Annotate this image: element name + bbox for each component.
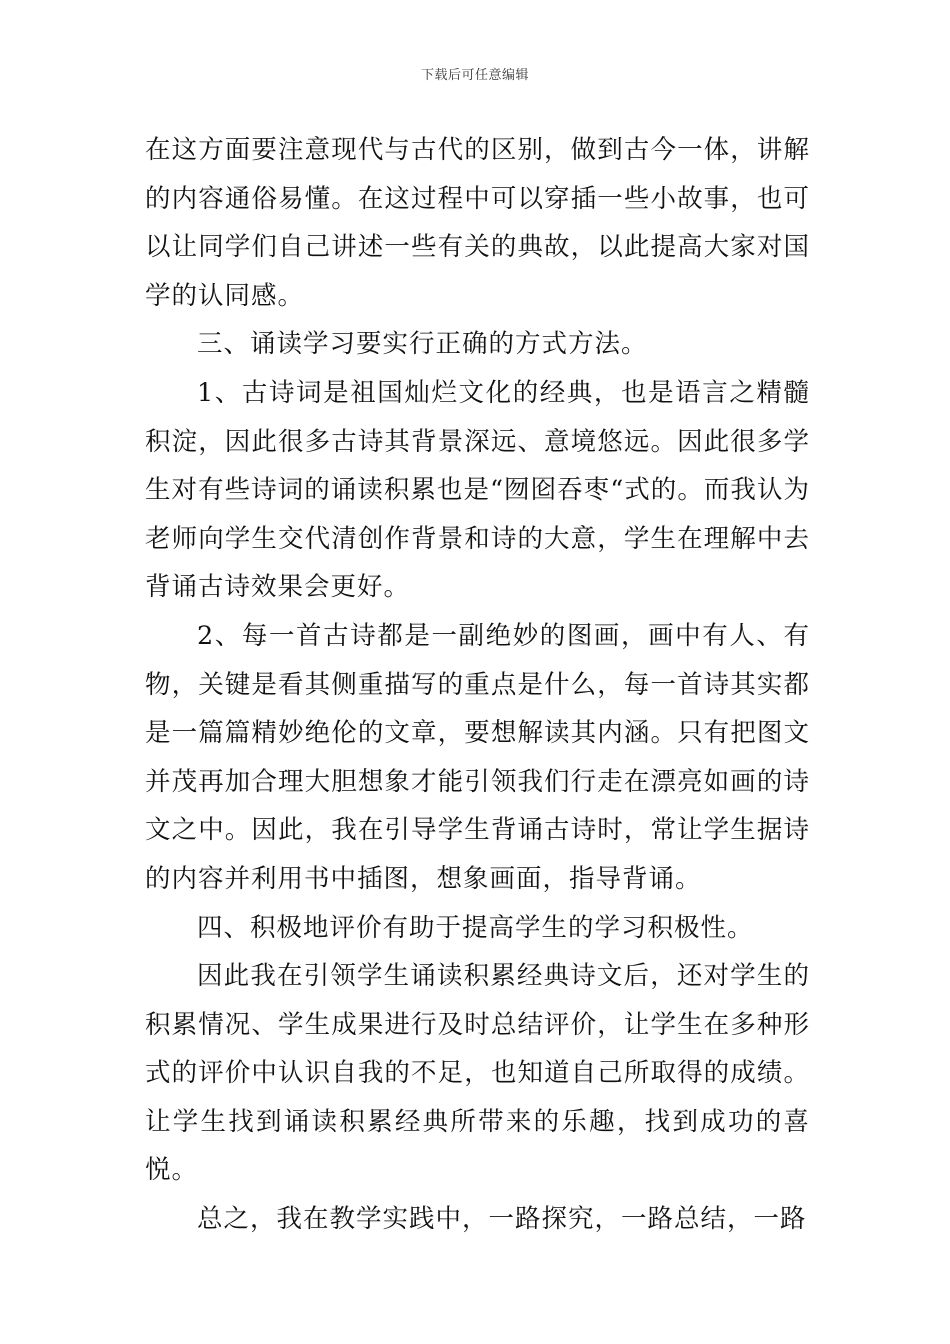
- paragraph-evaluation: 因此我在引领学生诵读积累经典诗文后，还对学生的积累情况、学生成果进行及时总结评价，让学生在多种形式的评价中认识自我的不足，也知道自己所取得的成绩。让学生找到诵读积累经典所带来的乐趣，找到成功的喜悦。: [145, 961, 810, 1186]
- section-heading-four: 四、积极地评价有助于提高学生的学习积极性。: [197, 912, 754, 943]
- paragraph-point-one: 1、古诗词是祖国灿烂文化的经典，也是语言之精髓积淀，因此很多古诗其背景深远、意境悠远。因此很多学生对有些诗词的诵读积累也是“囫囵吞枣“式的。而我认为老师向学生交代清创作背景和诗的大意，学生在理解中去背诵古诗效果会更好。: [145, 377, 810, 603]
- document-body: [145, 126, 810, 1244]
- section-heading-three: 三、诵读学习要实行正确的方式方法。: [197, 329, 648, 360]
- page-header: 下载后可任意编辑: [420, 68, 529, 83]
- paragraph-continuation: 在这方面要注意现代与古代的区别，做到古今一体，讲解的内容通俗易懂。在这过程中可以穿插一些小故事，也可以让同学们自己讲述一些有关的典故，以此提高大家对国学的认同感。: [145, 135, 810, 311]
- paragraph-point-two: 2、每一首古诗都是一副绝妙的图画，画中有人、有物，关键是看其侧重描写的重点是什么，每一首诗其实都是一篇篇精妙绝伦的文章，要想解读其内涵。只有把图文并茂再加合理大胆想象才能引领我们行走在漂亮如画的诗文之中。因此，我在引导学生背诵古诗时，常让学生据诗的内容并利用书中插图，想象画面，指导背诵。: [145, 620, 810, 894]
- paragraph-summary: 总之，我在教学实践中，一路探究，一路总结，一路: [197, 1204, 807, 1235]
